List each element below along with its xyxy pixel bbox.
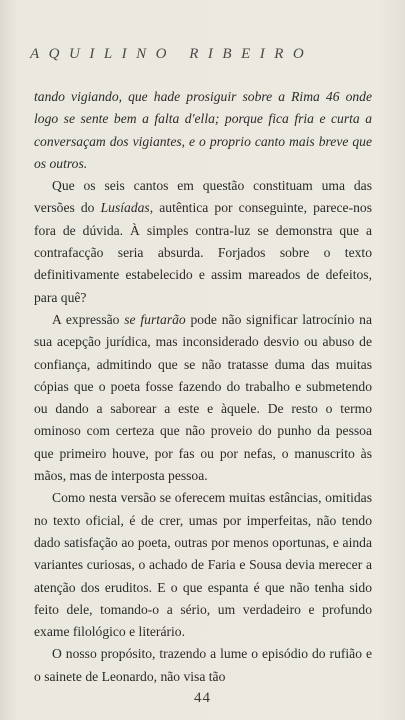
page-number: 44 xyxy=(194,690,211,706)
text-run: pode não significar latrocínio na sua acepção jurídica, mas inconsiderado desvio ou abuso de confiança, admitindo que se não tratasse duma das muitas cópias que o poeta fosse fazendo do trabalho e submetendo ou dando a saborear a este e àquele. De resto o termo ominoso com certeza que não proveio do punho da pessoa que primeiro houve, por fas ou por nefas, o manuscrito às mãos, mas de interposta pessoa. xyxy=(34,311,373,484)
paragraph-versao: Como nesta versão se oferecem muitas estâncias, omitidas no texto oficial, é de crer, umas por imperfeitas, não tendo dado satisfação ao poeta, outras por menos oportunas, e ainda variantes curiosas, o achado de Faria e Sousa devia merecer a atenção dos eruditos. E o que espanta é que não tenha sido feito dele, tomando-o a sério, um verdadeiro e profundo exame filológico e literário. xyxy=(34,490,372,640)
text-run: Que os seis cantos em questão constituam uma das versões do xyxy=(34,178,372,216)
running-header: AQUILINO RIBEIRO xyxy=(30,46,314,62)
emphasis-term: se furtarão xyxy=(124,311,186,327)
body-text xyxy=(34,86,372,688)
paragraph-lusiadas xyxy=(34,175,372,309)
paragraph-quote-continuation: tando vigiando, que hade prosiguir sobre a Rima 46 onde logo se sente bem a falta d'ella; porque fica fria e curta a conversaçam dos vigiantes, e o proprio canto mais breve que os outros. xyxy=(34,89,372,171)
text-run: , autêntica por conseguinte, parece-nos fora de dúvida. À simples contra-luz se demonstra que a contrafacção seria absurda. Forjados sobre o texto definitivamente estabelecido e assim mareados de defeitos, para quê? xyxy=(34,200,372,305)
emphasis-title: Lusíadas xyxy=(100,200,150,216)
text-run: A expressão xyxy=(52,311,125,327)
paragraph-proposito: O nosso propósito, trazendo a lume o episódio do rufião e o sainete de Leonardo, não visa tão xyxy=(34,646,372,684)
paragraph-expressao xyxy=(34,309,372,487)
